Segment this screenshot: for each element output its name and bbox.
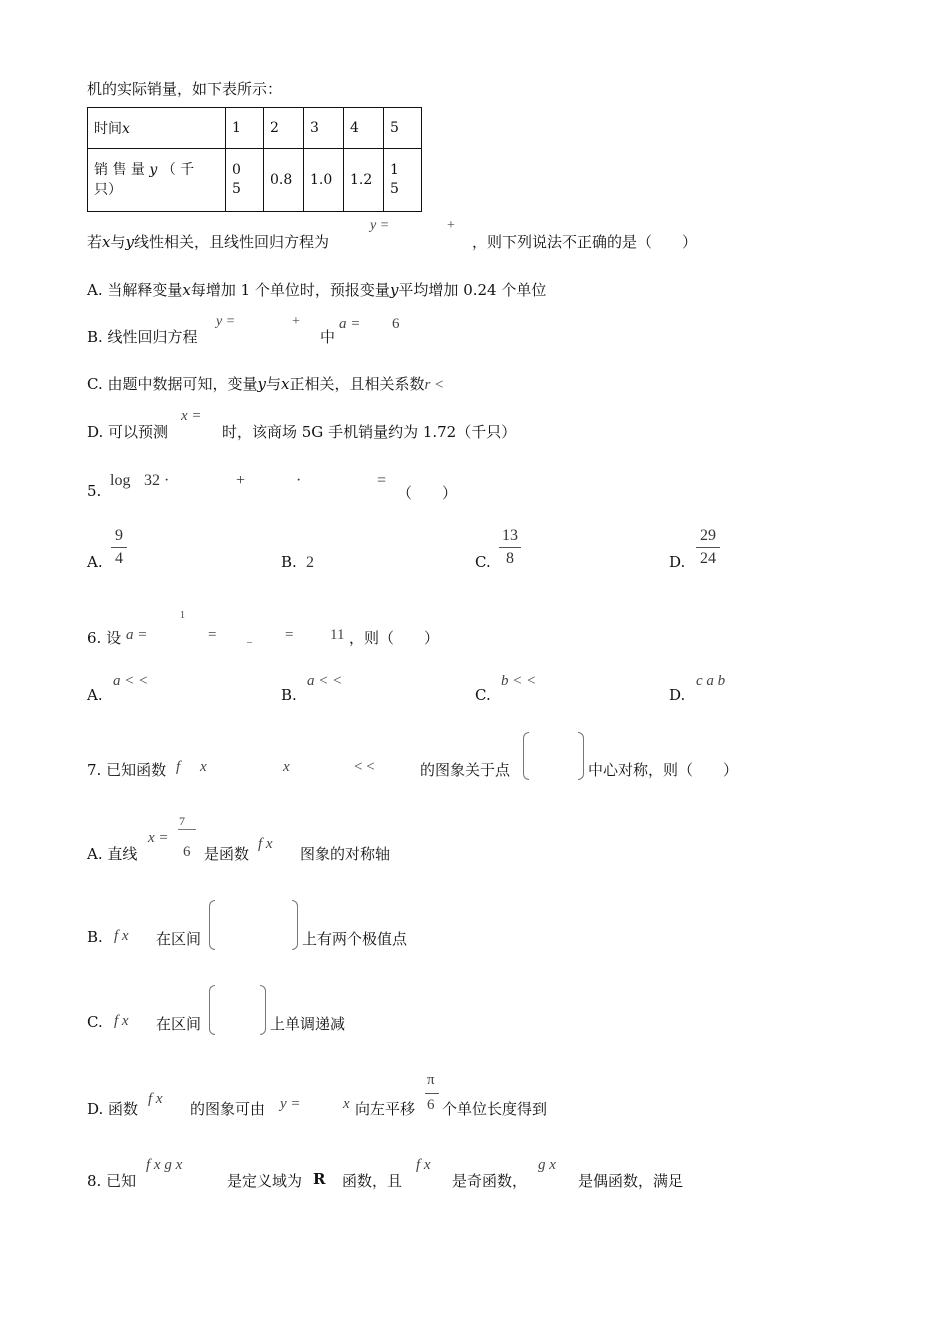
option-5d-fraction: 29 24 — [696, 527, 720, 568]
option-7a-fx: f x — [258, 836, 273, 852]
q8-gx: g x — [538, 1157, 556, 1173]
table-cell: 2 — [264, 108, 304, 149]
sales-table — [87, 107, 422, 212]
option-6c-label: C. — [475, 686, 491, 704]
question-4-tail: ，则下列说法不正确的是（ ） — [472, 233, 698, 251]
q5-eq: = — [377, 472, 387, 489]
regression-eq-plus: + — [447, 218, 455, 233]
q7-x2: x — [283, 759, 290, 775]
table-cell: 1 5 — [384, 149, 422, 212]
option-6a-value: a < < — [113, 673, 149, 689]
option-7a-x: x = — [148, 830, 169, 846]
option-7c-label: C. — [87, 1013, 103, 1031]
q7-mid: 的图象关于点 — [420, 761, 511, 779]
table-cell: 5 — [384, 108, 422, 149]
option-7a-tail: 图象的对称轴 — [300, 845, 391, 863]
q5-32: 32 · — [144, 472, 170, 489]
q8-t1: 是定义域为 — [227, 1172, 303, 1190]
option-7b-label: B. — [87, 928, 103, 946]
q5-log: log — [110, 472, 131, 489]
table-cell: 0.8 — [264, 149, 304, 212]
table-row — [88, 108, 422, 149]
left-paren-shape — [523, 732, 529, 780]
question-6-number: 6. 设 — [87, 629, 122, 647]
option-7b-tail: 上有两个极值点 — [302, 930, 408, 948]
q8-t3: 是奇函数， — [452, 1172, 528, 1190]
fraction-bar — [178, 829, 196, 830]
option-4b-eq: y = — [216, 314, 236, 329]
regression-eq-lhs: y = — [370, 218, 390, 233]
table-cell: 1 — [226, 108, 264, 149]
option-7c-tail: 上单调递减 — [270, 1015, 346, 1033]
option-4b: B. 线性回归方程 — [87, 328, 198, 346]
option-7d: D. 函数 — [87, 1100, 139, 1118]
q6-a: a = — [126, 627, 148, 643]
table-cell: 3 — [304, 108, 344, 149]
right-paren-shape — [292, 900, 298, 950]
option-4b-6: 6 — [392, 316, 400, 332]
q7-f: f — [176, 759, 181, 775]
table-cell: 1.2 — [344, 149, 384, 212]
option-5a-fraction: 9 4 — [111, 527, 127, 568]
q5-dot: · — [296, 472, 302, 489]
option-7a-7: 7 — [179, 814, 185, 828]
option-4a: A. 当解释变量x每增加 1 个单位时，预报变量y平均增加 0.24 个单位 — [87, 281, 547, 299]
table-row — [88, 149, 422, 212]
right-paren-shape — [578, 732, 584, 780]
option-7c-fx: f x — [114, 1013, 129, 1029]
option-5a-label: A. — [87, 553, 103, 571]
option-4d: D. 可以预测 — [87, 423, 169, 441]
option-7b-mid: 在区间 — [156, 930, 202, 948]
q5-paren: （ ） — [397, 484, 458, 502]
option-6d-value: c a b — [696, 673, 726, 689]
row-header-time: 时间x — [88, 108, 226, 149]
fraction-bar — [425, 1093, 439, 1094]
row-header-sales: 销 售 量 y （ 千 只） — [88, 149, 226, 212]
option-6a-label: A. — [87, 686, 103, 704]
option-6d-label: D. — [669, 686, 686, 704]
option-4b-mid: 中 — [320, 328, 336, 346]
q6-tail: ，则（ ） — [349, 629, 440, 647]
option-5d-label: D. — [669, 553, 686, 571]
q8-fx: f x — [416, 1157, 431, 1173]
left-paren-shape — [209, 985, 215, 1035]
q6-sup: 1 — [180, 610, 185, 621]
q8-R: R — [313, 1170, 326, 1188]
option-7a: A. 直线 — [87, 845, 138, 863]
option-7a-mid: 是函数 — [204, 845, 250, 863]
option-5b-label: B. — [281, 553, 297, 571]
q8-fg: f x g x — [146, 1157, 183, 1173]
table-cell: 0 5 — [226, 149, 264, 212]
q7-x1: x — [200, 759, 207, 775]
q8-t4: 是偶函数，满足 — [578, 1172, 684, 1190]
option-5c-fraction: 13 8 — [499, 527, 521, 568]
q6-11: 11 — [330, 627, 345, 643]
q8-t2: 函数，且 — [342, 1172, 403, 1190]
option-5b-value: 2 — [306, 554, 314, 571]
option-4c: C. 由题中数据可知，变量y与x正相关，且相关系数r < — [87, 375, 445, 393]
option-7c-mid: 在区间 — [156, 1015, 202, 1033]
option-7b-fx: f x — [114, 928, 129, 944]
option-6b-label: B. — [281, 686, 297, 704]
option-4b-plus: + — [292, 314, 300, 329]
option-7d-pi: π — [427, 1072, 435, 1088]
option-6b-value: a < < — [307, 673, 343, 689]
question-7-number: 7. 已知函数 — [87, 761, 167, 779]
intro-text: 机的实际销量，如下表所示： — [87, 80, 283, 98]
question-8-number: 8. 已知 — [87, 1172, 137, 1190]
question-5-number: 5. — [87, 482, 102, 500]
q6-eq1: = — [208, 627, 217, 643]
option-4b-a: a = — [339, 316, 361, 332]
q7-ineq: < < — [354, 759, 375, 775]
option-5c-label: C. — [475, 553, 491, 571]
option-6c-value: b < < — [501, 673, 537, 689]
option-7d-y: y = — [280, 1096, 301, 1112]
table-cell: 1.0 — [304, 149, 344, 212]
q5-plus: + — [236, 472, 246, 489]
option-7d-x: x — [343, 1096, 350, 1112]
q6-sub: _ — [247, 633, 252, 644]
option-7d-shift: 向左平移 — [355, 1100, 416, 1118]
q7-tail: 中心对称，则（ ） — [588, 761, 739, 779]
option-7d-fx: f x — [148, 1091, 163, 1107]
option-4d-x: x = — [181, 408, 202, 424]
question-4-stem: 若x与y线性相关，且线性回归方程为 — [87, 233, 329, 251]
left-paren-shape — [209, 900, 215, 950]
right-paren-shape — [260, 985, 266, 1035]
option-7d-mid: 的图象可由 — [190, 1100, 266, 1118]
option-4d-tail: 时，该商场 5G 手机销量约为 1.72（千只） — [222, 423, 517, 441]
q6-eq2: = — [285, 627, 294, 643]
option-7d-tail: 个单位长度得到 — [442, 1100, 548, 1118]
option-7d-6: 6 — [427, 1097, 435, 1113]
table-cell: 4 — [344, 108, 384, 149]
option-7a-6: 6 — [183, 844, 191, 860]
